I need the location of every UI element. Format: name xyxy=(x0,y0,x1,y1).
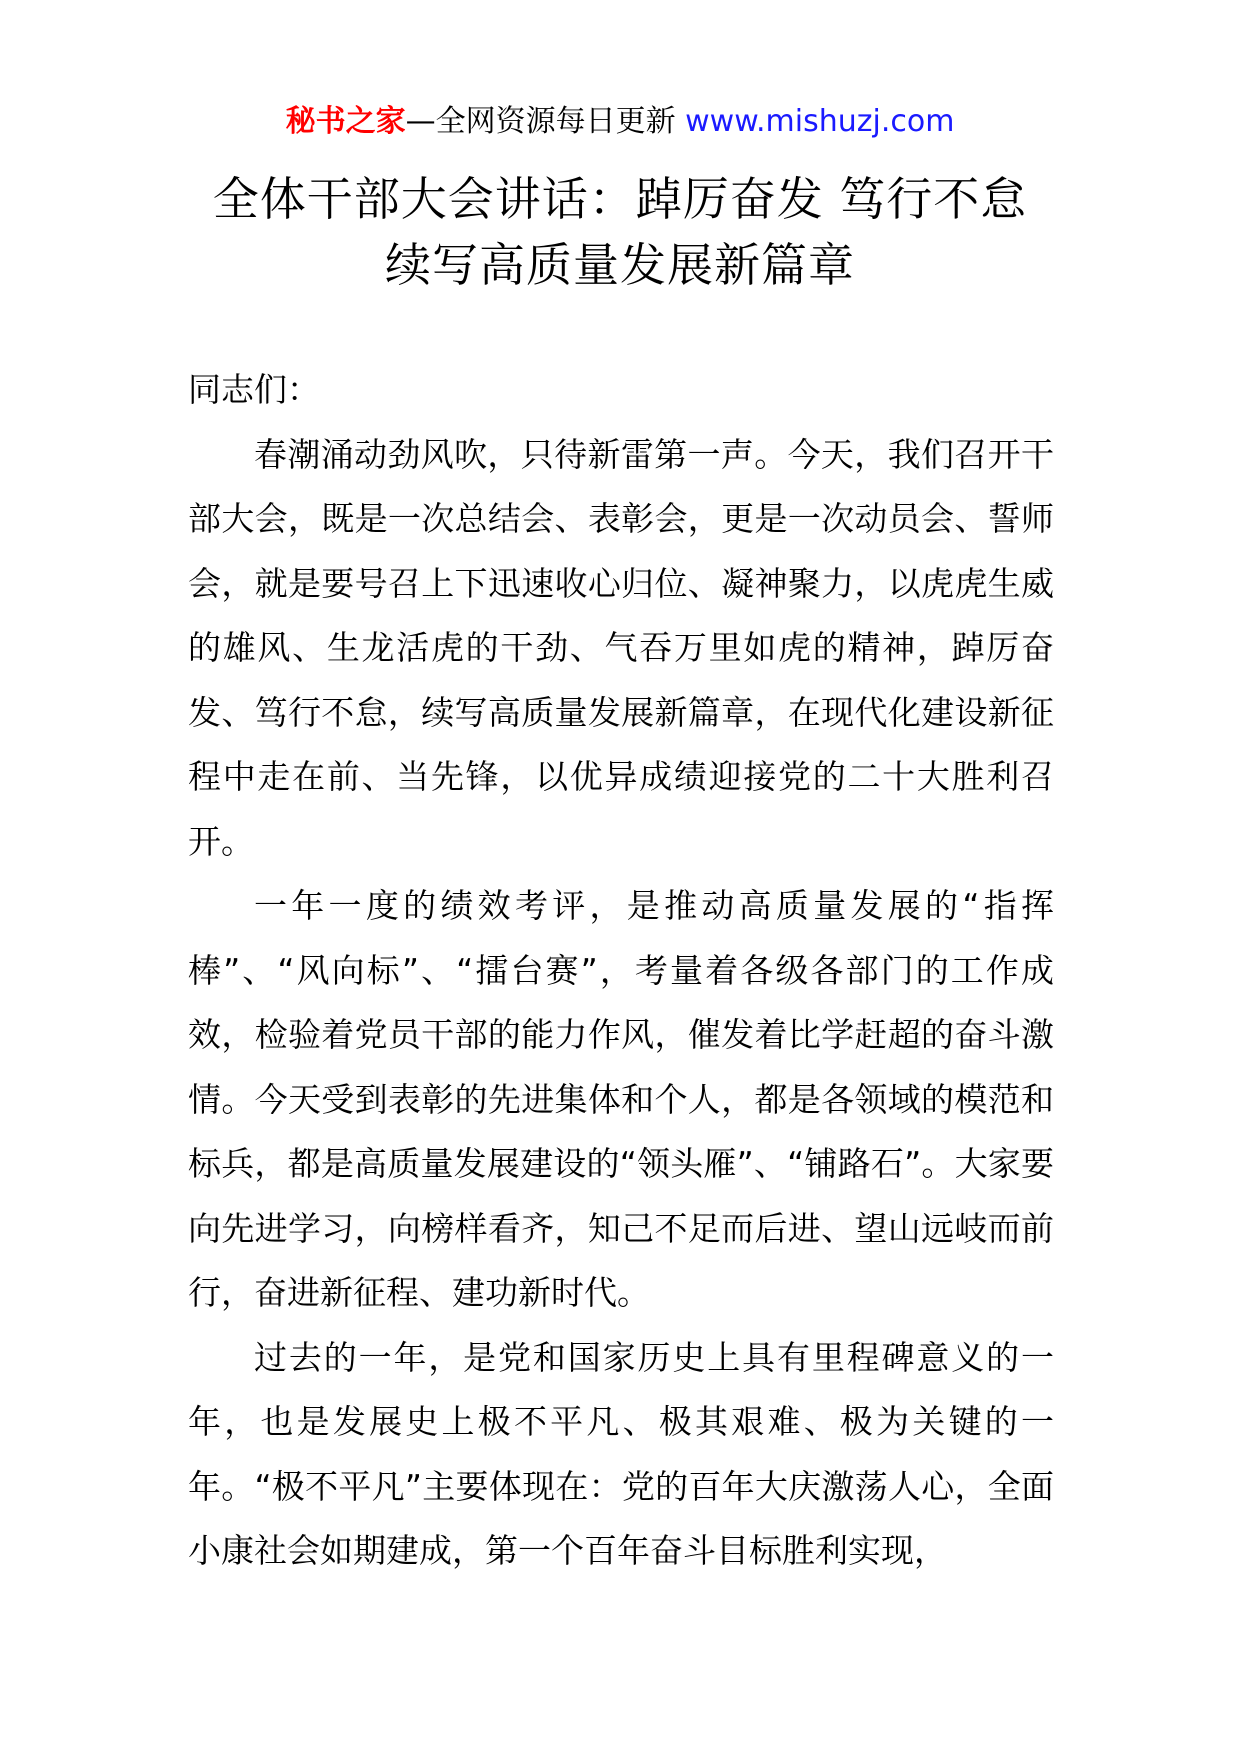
salutation: 同志们： xyxy=(188,370,320,409)
document-title xyxy=(0,166,1240,298)
document-body xyxy=(188,358,1054,1584)
paragraph: 过去的一年，是党和国家历史上具有里程碑意义的一年，也是发展史上极不平凡、极其艰难、极为关键的一年。“极不平凡”主要体现在：党的百年大庆激荡人心，全面小康社会如期建成，第一个百年奋斗目标胜利实现， xyxy=(188,1337,1054,1570)
paragraph: 一年一度的绩效考评，是推动高质量发展的“指挥棒”、“风向标”、“擂台赛”，考量着各级各部门的工作成效，检验着党员干部的能力作风，催发着比学赶超的奋斗激情。今天受到表彰的先进集体和个人，都是各领域的模范和标兵，都是高质量发展建设的“领头雁”、“铺路石”。大家要向先进学习，向榜样看齐，知己不足而后进、望山远岐而前行，奋进新征程、建功新时代。 xyxy=(188,886,1054,1312)
site-url-link[interactable]: www.mishuzj.com xyxy=(685,104,955,139)
site-tagline: —全网资源每日更新 xyxy=(405,104,676,139)
brand-name: 秘书之家 xyxy=(285,104,406,139)
paragraph: 春潮涌动劲风吹，只待新雷第一声。今天，我们召开干部大会，既是一次总结会、表彰会，更是一次动员会、誓师会，就是要号召上下迅速收心归位、凝神聚力，以虎虎生威的雄风、生龙活虎的干劲、气吞万里如虎的精神，踔厉奋发、笃行不怠，续写高质量发展新篇章，在现代化建设新征程中走在前、当先锋，以优异成绩迎接党的二十大胜利召开。 xyxy=(188,434,1054,861)
site-header xyxy=(0,100,1240,144)
title-line-1: 全体干部大会讲话：踔厉奋发 笃行不怠 xyxy=(212,172,1028,226)
title-line-2: 续写高质量发展新篇章 xyxy=(385,238,855,292)
